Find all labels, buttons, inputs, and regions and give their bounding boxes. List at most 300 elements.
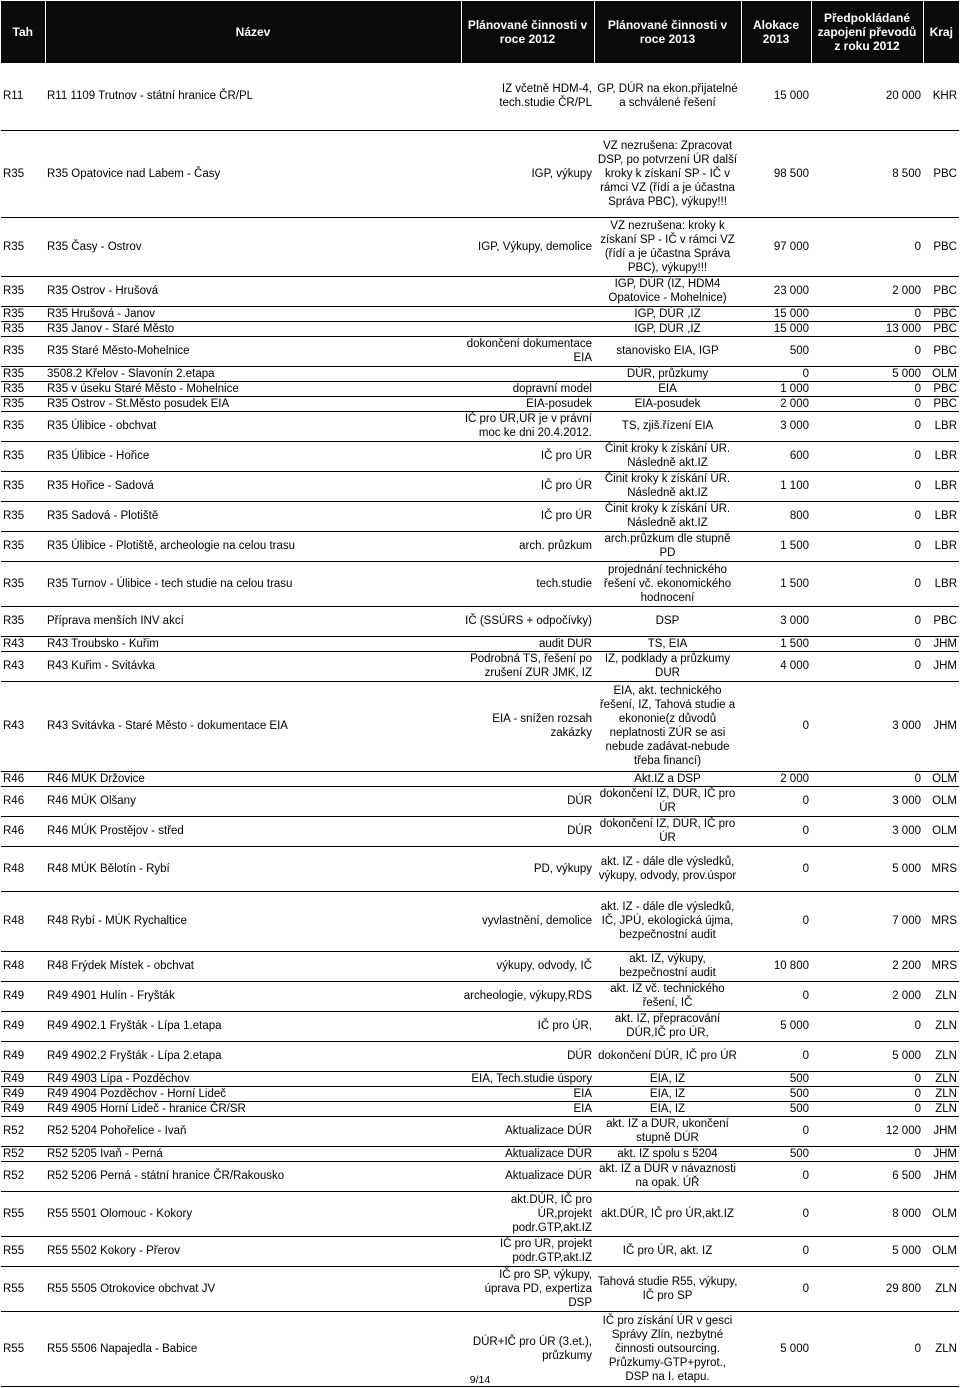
cell-prevody: 0 bbox=[811, 1311, 923, 1386]
cell-tah: R35 bbox=[1, 411, 45, 441]
cell-plan-2013: akt. IZ - dále dle výsledků, IČ, JPÚ, ekologická újma, bezpečnostní audit bbox=[594, 891, 741, 951]
cell-tah: R35 bbox=[1, 217, 45, 276]
cell-alokace: 10 800 bbox=[741, 951, 811, 981]
cell-plan-2013: stanovisko EIA, IGP bbox=[594, 336, 741, 366]
page-number: 9/14 bbox=[469, 1374, 491, 1386]
cell-plan-2012: akt.DÚR, IČ pro ÚR,projekt podr.GTP,akt.IZ bbox=[461, 1191, 594, 1236]
cell-prevody: 2 200 bbox=[811, 951, 923, 981]
cell-plan-2012: EIA bbox=[461, 1086, 594, 1101]
cell-prevody: 0 bbox=[811, 606, 923, 636]
cell-nazev: R55 5502 Kokory - Přerov bbox=[45, 1236, 461, 1266]
cell-tah: R35 bbox=[1, 501, 45, 531]
table-row bbox=[1, 1101, 959, 1116]
cell-prevody: 0 bbox=[811, 396, 923, 411]
cell-alokace: 0 bbox=[741, 1161, 811, 1191]
cell-alokace: 15 000 bbox=[741, 321, 811, 336]
table-row bbox=[1, 1071, 959, 1086]
table-row bbox=[1, 396, 959, 411]
cell-plan-2013: akt. IZ, výkupy, bezpečnostní audit bbox=[594, 951, 741, 981]
cell-plan-2012: dokončení dokumentace EIA bbox=[461, 336, 594, 366]
cell-nazev: R48 MÚK Bělotín - Rybí bbox=[45, 846, 461, 891]
table-row bbox=[1, 217, 959, 276]
cell-plan-2013: TS, EIA bbox=[594, 636, 741, 651]
cell-tah: R49 bbox=[1, 1086, 45, 1101]
cell-prevody: 0 bbox=[811, 381, 923, 396]
table-header bbox=[1, 1, 959, 63]
cell-kraj: ZLN bbox=[923, 1086, 959, 1101]
table-row bbox=[1, 306, 959, 321]
cell-plan-2013: akt.DÚR, IČ pro ÚR,akt.IZ bbox=[594, 1191, 741, 1236]
cell-nazev: R48 Frýdek Místek - obchvat bbox=[45, 951, 461, 981]
cell-prevody: 0 bbox=[811, 217, 923, 276]
cell-plan-2013: IGP, DÚR (IZ, HDM4 Opatovice - Mohelnice) bbox=[594, 276, 741, 306]
cell-nazev: R35 Úlibice - Plotiště, archeologie na celou trasu bbox=[45, 531, 461, 561]
cell-kraj: JHM bbox=[923, 681, 959, 771]
project-table bbox=[1, 1, 959, 1387]
cell-plan-2012: Aktualizace DÚR bbox=[461, 1146, 594, 1161]
cell-tah: R49 bbox=[1, 981, 45, 1011]
cell-tah: R48 bbox=[1, 891, 45, 951]
cell-plan-2012: EIA - snížen rozsah zakázky bbox=[461, 681, 594, 771]
cell-tah: R35 bbox=[1, 606, 45, 636]
cell-alokace: 3 000 bbox=[741, 606, 811, 636]
cell-prevody: 8 500 bbox=[811, 130, 923, 217]
cell-tah: R35 bbox=[1, 366, 45, 381]
cell-prevody: 29 800 bbox=[811, 1266, 923, 1311]
table-row bbox=[1, 1041, 959, 1071]
cell-plan-2013: IGP, DÚR ,IZ bbox=[594, 321, 741, 336]
cell-prevody: 0 bbox=[811, 411, 923, 441]
cell-nazev: R49 4902.1 Fryšták - Lípa 1.etapa bbox=[45, 1011, 461, 1041]
cell-nazev: R55 5506 Napajedla - Babice bbox=[45, 1311, 461, 1386]
cell-plan-2013: EIA, IZ bbox=[594, 1101, 741, 1116]
cell-kraj: LBR bbox=[923, 411, 959, 441]
cell-prevody: 0 bbox=[811, 1101, 923, 1116]
cell-tah: R52 bbox=[1, 1116, 45, 1146]
cell-nazev: R49 4901 Hulín - Fryšták bbox=[45, 981, 461, 1011]
cell-plan-2012 bbox=[461, 321, 594, 336]
cell-kraj: ZLN bbox=[923, 981, 959, 1011]
cell-alokace: 500 bbox=[741, 1086, 811, 1101]
cell-nazev: R35 Sadová - Plotiště bbox=[45, 501, 461, 531]
cell-kraj: OLM bbox=[923, 771, 959, 786]
cell-tah: R52 bbox=[1, 1161, 45, 1191]
table-row bbox=[1, 1146, 959, 1161]
cell-kraj: OLM bbox=[923, 816, 959, 846]
cell-plan-2013: DSP bbox=[594, 606, 741, 636]
cell-tah: R49 bbox=[1, 1041, 45, 1071]
cell-kraj: LBR bbox=[923, 471, 959, 501]
cell-alokace: 500 bbox=[741, 336, 811, 366]
table-row bbox=[1, 891, 959, 951]
cell-tah: R46 bbox=[1, 786, 45, 816]
cell-plan-2013: EIA, IZ bbox=[594, 1071, 741, 1086]
cell-prevody: 12 000 bbox=[811, 1116, 923, 1146]
cell-alokace: 0 bbox=[741, 1236, 811, 1266]
cell-prevody: 3 000 bbox=[811, 786, 923, 816]
cell-nazev: R35 Časy - Ostrov bbox=[45, 217, 461, 276]
cell-plan-2013: akt. IZ, přepracování DÚR,IČ pro ÚR, bbox=[594, 1011, 741, 1041]
cell-plan-2013: arch.průzkum dle stupně PD bbox=[594, 531, 741, 561]
cell-kraj: LBR bbox=[923, 501, 959, 531]
cell-plan-2013: IČ pro ÚR, akt. IZ bbox=[594, 1236, 741, 1266]
cell-prevody: 0 bbox=[811, 306, 923, 321]
cell-prevody: 0 bbox=[811, 441, 923, 471]
cell-prevody: 6 500 bbox=[811, 1161, 923, 1191]
cell-plan-2012: IČ pro ÚR bbox=[461, 441, 594, 471]
cell-tah: R49 bbox=[1, 1071, 45, 1086]
cell-plan-2012: IČ pro ÚR, bbox=[461, 1011, 594, 1041]
cell-plan-2013: Činit kroky k získání ÚR. Následně akt.IZ bbox=[594, 471, 741, 501]
cell-kraj: OLM bbox=[923, 1191, 959, 1236]
cell-nazev: R35 Turnov - Úlibice - tech studie na celou trasu bbox=[45, 561, 461, 606]
header-prevody: Předpokládané zapojení převodů z roku 2012 bbox=[811, 1, 923, 63]
cell-plan-2013: akt. IZ a DÚR v návaznosti na opak. ÚŘ bbox=[594, 1161, 741, 1191]
cell-tah: R35 bbox=[1, 561, 45, 606]
header-alokace: Alokace 2013 bbox=[741, 1, 811, 63]
cell-alokace: 0 bbox=[741, 1041, 811, 1071]
cell-tah: R35 bbox=[1, 321, 45, 336]
cell-plan-2013: EIA, akt. technického řešení, IZ, Tahová studie a ekononie(z důvodů neplatnosti ZÚR se asi nebude zadávat-nebude třeba financí) bbox=[594, 681, 741, 771]
header-kraj: Kraj bbox=[923, 1, 959, 63]
cell-prevody: 0 bbox=[811, 1071, 923, 1086]
cell-plan-2013: dokončení IZ, DÚR, IČ pro ÚR bbox=[594, 816, 741, 846]
table-row bbox=[1, 63, 959, 130]
cell-kraj: ZLN bbox=[923, 1041, 959, 1071]
cell-nazev: R55 5505 Otrokovice obchvat JV bbox=[45, 1266, 461, 1311]
table-row bbox=[1, 1116, 959, 1146]
table-row bbox=[1, 651, 959, 681]
cell-alokace: 0 bbox=[741, 1116, 811, 1146]
cell-nazev: R52 5205 Ivaň - Perná bbox=[45, 1146, 461, 1161]
cell-nazev: R48 Rybí - MÚK Rychaltice bbox=[45, 891, 461, 951]
cell-plan-2013: dokončení IZ, DÚR, IČ pro ÚR bbox=[594, 786, 741, 816]
cell-plan-2013: akt. IZ a DUR, ukončení stupně DÚR bbox=[594, 1116, 741, 1146]
cell-plan-2013: IČ pro získání ÚR v gesci Správy Zlín, nezbytné činnosti outsourcing. Průzkumy-GTP+pyrot., DSP na I. etapu. bbox=[594, 1311, 741, 1386]
cell-plan-2013: VZ nezrušena: kroky k získaní SP - IČ v rámci VZ (řídí a je účastna Správa PBC), výkupy!!! bbox=[594, 217, 741, 276]
table-body bbox=[1, 63, 959, 1386]
cell-prevody: 2 000 bbox=[811, 276, 923, 306]
header-plan-2012: Plánované činnosti v roce 2012 bbox=[461, 1, 594, 63]
cell-kraj: JHM bbox=[923, 636, 959, 651]
cell-tah: R46 bbox=[1, 771, 45, 786]
cell-plan-2012: IČ pro ÚR,ÚR je v právní moc ke dni 20.4.2012. bbox=[461, 411, 594, 441]
cell-nazev: R43 Svitávka - Staré Město - dokumentace EIA bbox=[45, 681, 461, 771]
cell-nazev: R49 4902.2 Fryšták - Lípa 2.etapa bbox=[45, 1041, 461, 1071]
cell-tah: R35 bbox=[1, 531, 45, 561]
cell-plan-2012: EIA bbox=[461, 1101, 594, 1116]
cell-prevody: 5 000 bbox=[811, 1041, 923, 1071]
cell-plan-2012: Podrobná TS, řešení po zrušení ZUR JMK, IZ bbox=[461, 651, 594, 681]
table-row bbox=[1, 1236, 959, 1266]
cell-alokace: 0 bbox=[741, 1266, 811, 1311]
header-plan-2013: Plánované činnosti v roce 2013 bbox=[594, 1, 741, 63]
cell-plan-2012: archeologie, výkupy,RDS bbox=[461, 981, 594, 1011]
cell-plan-2012: IGP, výkupy bbox=[461, 130, 594, 217]
cell-kraj: ZLN bbox=[923, 1011, 959, 1041]
cell-tah: R11 bbox=[1, 63, 45, 130]
cell-prevody: 20 000 bbox=[811, 63, 923, 130]
cell-nazev: R52 5204 Pohořelice - Ivaň bbox=[45, 1116, 461, 1146]
cell-prevody: 0 bbox=[811, 561, 923, 606]
cell-nazev: R35 Janov - Staré Město bbox=[45, 321, 461, 336]
cell-plan-2012: výkupy, odvody, IČ bbox=[461, 951, 594, 981]
cell-plan-2012: EIA-posudek bbox=[461, 396, 594, 411]
cell-kraj: ZLN bbox=[923, 1266, 959, 1311]
cell-prevody: 2 000 bbox=[811, 981, 923, 1011]
cell-alokace: 23 000 bbox=[741, 276, 811, 306]
cell-nazev: R35 Úlibice - obchvat bbox=[45, 411, 461, 441]
cell-prevody: 0 bbox=[811, 1086, 923, 1101]
table-row bbox=[1, 130, 959, 217]
cell-plan-2013: Akt.IZ a DSP bbox=[594, 771, 741, 786]
cell-alokace: 500 bbox=[741, 1071, 811, 1086]
cell-alokace: 0 bbox=[741, 981, 811, 1011]
cell-plan-2012: IČ (SSÚRS + odpočívky) bbox=[461, 606, 594, 636]
cell-nazev: R35 Staré Město-Mohelnice bbox=[45, 336, 461, 366]
cell-nazev: R46 MÚK Prostějov - střed bbox=[45, 816, 461, 846]
cell-tah: R55 bbox=[1, 1191, 45, 1236]
cell-kraj: JHM bbox=[923, 1161, 959, 1191]
cell-kraj: OLM bbox=[923, 366, 959, 381]
cell-plan-2013: TS, zjiš.řízení EIA bbox=[594, 411, 741, 441]
cell-tah: R49 bbox=[1, 1011, 45, 1041]
cell-plan-2012: Aktualizace DÚR bbox=[461, 1161, 594, 1191]
cell-plan-2013: DÚR, průzkumy bbox=[594, 366, 741, 381]
cell-alokace: 0 bbox=[741, 816, 811, 846]
cell-kraj: LBR bbox=[923, 531, 959, 561]
cell-nazev: R35 v úseku Staré Město - Mohelnice bbox=[45, 381, 461, 396]
cell-tah: R35 bbox=[1, 276, 45, 306]
table-row bbox=[1, 381, 959, 396]
cell-nazev: R49 4904 Pozděchov - Horní Lideč bbox=[45, 1086, 461, 1101]
cell-plan-2012: DÚR bbox=[461, 816, 594, 846]
cell-prevody: 3 000 bbox=[811, 681, 923, 771]
table-row bbox=[1, 981, 959, 1011]
cell-alokace: 0 bbox=[741, 786, 811, 816]
cell-alokace: 3 000 bbox=[741, 411, 811, 441]
cell-plan-2013: IZ, podklady a průzkumy DUR bbox=[594, 651, 741, 681]
cell-plan-2012: IČ pro ÚR bbox=[461, 501, 594, 531]
cell-nazev: R35 Hrušová - Janov bbox=[45, 306, 461, 321]
cell-tah: R43 bbox=[1, 651, 45, 681]
cell-tah: R48 bbox=[1, 846, 45, 891]
cell-kraj: PBC bbox=[923, 130, 959, 217]
cell-plan-2012: Aktualizace DÚR bbox=[461, 1116, 594, 1146]
cell-nazev: R49 4903 Lípa - Pozděchov bbox=[45, 1071, 461, 1086]
cell-nazev: R43 Kuřim - Svitávka bbox=[45, 651, 461, 681]
cell-kraj: LBR bbox=[923, 561, 959, 606]
table-row bbox=[1, 1086, 959, 1101]
cell-kraj: ZLN bbox=[923, 1311, 959, 1386]
cell-alokace: 5 000 bbox=[741, 1011, 811, 1041]
cell-tah: R35 bbox=[1, 306, 45, 321]
cell-prevody: 0 bbox=[811, 771, 923, 786]
header-nazev: Název bbox=[45, 1, 461, 63]
table-row bbox=[1, 561, 959, 606]
cell-alokace: 500 bbox=[741, 1101, 811, 1116]
cell-alokace: 2 000 bbox=[741, 771, 811, 786]
cell-alokace: 15 000 bbox=[741, 306, 811, 321]
cell-prevody: 5 000 bbox=[811, 846, 923, 891]
table-row bbox=[1, 606, 959, 636]
cell-prevody: 0 bbox=[811, 336, 923, 366]
cell-kraj: PBC bbox=[923, 321, 959, 336]
cell-prevody: 0 bbox=[811, 1011, 923, 1041]
cell-tah: R35 bbox=[1, 381, 45, 396]
cell-plan-2012: EIA, Tech.studie úspory bbox=[461, 1071, 594, 1086]
cell-prevody: 5 000 bbox=[811, 1236, 923, 1266]
cell-kraj: OLM bbox=[923, 1236, 959, 1266]
cell-plan-2012: IZ včetně HDM-4, tech.studie ČR/PL bbox=[461, 63, 594, 130]
table-row bbox=[1, 771, 959, 786]
cell-alokace: 98 500 bbox=[741, 130, 811, 217]
cell-plan-2012: IČ pro ÚR bbox=[461, 471, 594, 501]
cell-plan-2013: EIA-posudek bbox=[594, 396, 741, 411]
cell-kraj: JHM bbox=[923, 651, 959, 681]
cell-prevody: 0 bbox=[811, 1146, 923, 1161]
cell-tah: R35 bbox=[1, 396, 45, 411]
table-row bbox=[1, 531, 959, 561]
cell-tah: R48 bbox=[1, 951, 45, 981]
cell-prevody: 0 bbox=[811, 651, 923, 681]
cell-nazev: R46 MÚK Držovice bbox=[45, 771, 461, 786]
cell-nazev: R35 Úlibice - Hořice bbox=[45, 441, 461, 471]
cell-alokace: 0 bbox=[741, 891, 811, 951]
cell-nazev: R35 Ostrov - St.Město posudek EIA bbox=[45, 396, 461, 411]
cell-tah: R43 bbox=[1, 681, 45, 771]
cell-alokace: 4 000 bbox=[741, 651, 811, 681]
cell-kraj: PBC bbox=[923, 276, 959, 306]
cell-plan-2013: Činit kroky k získání ÚR. Následně akt.IZ bbox=[594, 501, 741, 531]
table-row bbox=[1, 411, 959, 441]
table-row bbox=[1, 951, 959, 981]
cell-alokace: 0 bbox=[741, 846, 811, 891]
cell-plan-2012 bbox=[461, 366, 594, 381]
cell-plan-2013: Tahová studie R55, výkupy, IČ pro SP bbox=[594, 1266, 741, 1311]
cell-kraj: PBC bbox=[923, 396, 959, 411]
table-row bbox=[1, 681, 959, 771]
cell-kraj: MRS bbox=[923, 951, 959, 981]
cell-plan-2012: DÚR bbox=[461, 786, 594, 816]
cell-plan-2012: IGP, Výkupy, demolice bbox=[461, 217, 594, 276]
cell-plan-2012: IČ pro SP, výkupy, úprava PD, expertiza DSP bbox=[461, 1266, 594, 1311]
cell-tah: R35 bbox=[1, 130, 45, 217]
table-row bbox=[1, 1266, 959, 1311]
cell-plan-2013: akt. IZ - dále dle výsledků, výkupy, odvody, prov.úspor bbox=[594, 846, 741, 891]
cell-alokace: 600 bbox=[741, 441, 811, 471]
cell-plan-2013: GP, DÚR na ekon.přijatelné a schválené řešení bbox=[594, 63, 741, 130]
cell-nazev: 3508.2 Křelov - Slavonín 2.etapa bbox=[45, 366, 461, 381]
cell-alokace: 1 500 bbox=[741, 531, 811, 561]
cell-plan-2012 bbox=[461, 306, 594, 321]
cell-prevody: 8 000 bbox=[811, 1191, 923, 1236]
table-row bbox=[1, 366, 959, 381]
cell-alokace: 0 bbox=[741, 366, 811, 381]
cell-nazev: R35 Hořice - Sadová bbox=[45, 471, 461, 501]
cell-plan-2013: dokončení DÚR, IČ pro ÚR bbox=[594, 1041, 741, 1071]
cell-nazev: R49 4905 Horní Lideč - hranice ČR/SR bbox=[45, 1101, 461, 1116]
cell-plan-2013: projednání technického řešení vč. ekonomického hodnocení bbox=[594, 561, 741, 606]
cell-nazev: R46 MÚK Olšany bbox=[45, 786, 461, 816]
cell-alokace: 5 000 bbox=[741, 1311, 811, 1386]
table-row bbox=[1, 336, 959, 366]
cell-plan-2012 bbox=[461, 276, 594, 306]
cell-kraj: PBC bbox=[923, 606, 959, 636]
table-row bbox=[1, 321, 959, 336]
cell-prevody: 5 000 bbox=[811, 366, 923, 381]
table-row bbox=[1, 1011, 959, 1041]
cell-tah: R43 bbox=[1, 636, 45, 651]
cell-nazev: R52 5206 Perná - státní hranice ČR/Rakousko bbox=[45, 1161, 461, 1191]
cell-plan-2012: DÚR bbox=[461, 1041, 594, 1071]
cell-alokace: 500 bbox=[741, 1146, 811, 1161]
cell-nazev: R43 Troubsko - Kuřim bbox=[45, 636, 461, 651]
cell-kraj: PBC bbox=[923, 306, 959, 321]
table-row bbox=[1, 786, 959, 816]
table-row bbox=[1, 846, 959, 891]
cell-plan-2013: EIA bbox=[594, 381, 741, 396]
cell-prevody: 7 000 bbox=[811, 891, 923, 951]
cell-kraj: JHM bbox=[923, 1146, 959, 1161]
cell-plan-2012: IČ pro ÚR, projekt podr.GTP,akt.IZ bbox=[461, 1236, 594, 1266]
cell-plan-2012: DÚR+IČ pro ÚR (3.et.), průzkumy bbox=[461, 1311, 594, 1386]
table-row bbox=[1, 1161, 959, 1191]
cell-tah: R35 bbox=[1, 336, 45, 366]
cell-prevody: 13 000 bbox=[811, 321, 923, 336]
cell-kraj: OLM bbox=[923, 786, 959, 816]
cell-plan-2013: IGP, DÚR ,IZ bbox=[594, 306, 741, 321]
cell-alokace: 2 000 bbox=[741, 396, 811, 411]
table-row bbox=[1, 441, 959, 471]
cell-plan-2012: vyvlastnění, demolice bbox=[461, 891, 594, 951]
cell-alokace: 1 500 bbox=[741, 636, 811, 651]
cell-alokace: 1 100 bbox=[741, 471, 811, 501]
cell-nazev: R35 Opatovice nad Labem - Časy bbox=[45, 130, 461, 217]
cell-prevody: 0 bbox=[811, 471, 923, 501]
table-row bbox=[1, 636, 959, 651]
cell-prevody: 0 bbox=[811, 636, 923, 651]
cell-plan-2013: VZ nezrušena: Zpracovat DSP, po potvrzení ÚR další kroky k získaní SP - IČ v rámci VZ (řídí a je účastna Správa PBC), výkupy!!! bbox=[594, 130, 741, 217]
cell-nazev: R35 Ostrov - Hrušová bbox=[45, 276, 461, 306]
cell-plan-2012 bbox=[461, 771, 594, 786]
cell-alokace: 0 bbox=[741, 1191, 811, 1236]
cell-alokace: 1 500 bbox=[741, 561, 811, 606]
cell-plan-2012: audit DUR bbox=[461, 636, 594, 651]
cell-kraj: LBR bbox=[923, 441, 959, 471]
cell-prevody: 3 000 bbox=[811, 816, 923, 846]
cell-tah: R55 bbox=[1, 1266, 45, 1311]
cell-tah: R55 bbox=[1, 1311, 45, 1386]
cell-prevody: 0 bbox=[811, 501, 923, 531]
cell-kraj: PBC bbox=[923, 336, 959, 366]
cell-tah: R55 bbox=[1, 1236, 45, 1266]
header-tah: Tah bbox=[1, 1, 45, 63]
table-row bbox=[1, 276, 959, 306]
cell-plan-2012: tech.studie bbox=[461, 561, 594, 606]
cell-kraj: KHR bbox=[923, 63, 959, 130]
cell-alokace: 800 bbox=[741, 501, 811, 531]
table-row bbox=[1, 471, 959, 501]
cell-tah: R46 bbox=[1, 816, 45, 846]
cell-plan-2012: dopravní model bbox=[461, 381, 594, 396]
cell-kraj: ZLN bbox=[923, 1071, 959, 1086]
cell-tah: R35 bbox=[1, 441, 45, 471]
cell-alokace: 15 000 bbox=[741, 63, 811, 130]
cell-kraj: PBC bbox=[923, 217, 959, 276]
cell-nazev: R11 1109 Trutnov - státní hranice ČR/PL bbox=[45, 63, 461, 130]
table-row bbox=[1, 1191, 959, 1236]
